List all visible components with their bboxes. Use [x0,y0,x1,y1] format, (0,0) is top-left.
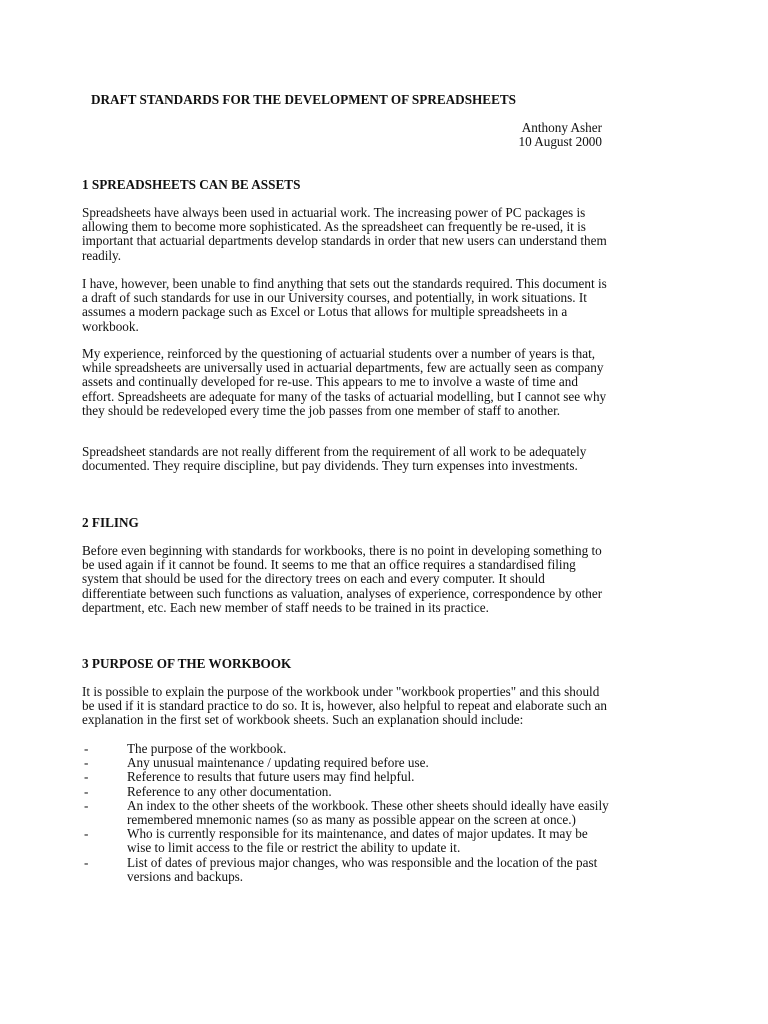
list-item-text: Reference to results that future users may find helpful. [127,769,415,785]
list-item [82,856,612,884]
list-item-text: Who is currently responsible for its maintenance, and dates of major updates. It may be wise to limit access to the file or restrict the ability to update it. [127,826,588,856]
list-item [82,756,612,770]
document-date: 10 August 2000 [518,134,602,150]
list-item-text: Any unusual maintenance / updating required before use. [127,755,429,771]
section-1-heading: 1 SPREADSHEETS CAN BE ASSETS [82,177,301,192]
list-marker: - [84,797,89,813]
list-item [82,799,612,827]
list-marker: - [84,854,89,870]
document-title: DRAFT STANDARDS FOR THE DEVELOPMENT OF SPREADSHEETS [91,92,517,107]
section-2-heading: 2 FILING [82,515,139,530]
list-marker: - [84,755,89,771]
section-1-paragraph-3: My experience, reinforced by the questioning of actuarial students over a number of years is that, while spreadsheets are universally used in actuarial departments, few are actually seen as company assets and continually developed for re-use. This appears to me to involve a waste of time and effort. Spreadsheets are adequate for many of the tasks of actuarial modelling, but I cannot see why they should be redeveloped every time the job passes from one member of staff to another. [82,346,607,418]
list-item [82,742,612,756]
list-item-text: An index to the other sheets of the workbook. These other sheets should ideally have easily remembered mnemonic names (so as many as possible appear on the screen at once.) [127,797,609,828]
list-marker: - [84,741,89,756]
list-item-text: List of dates of previous major changes, who was responsible and the location of the past versions and backups. [127,854,598,884]
section-1-paragraph-4: Spreadsheet standards are not really different from the requirement of all work to be adequately documented. They require discipline, but pay dividends. They turn expenses into investments. [82,444,587,474]
section-1-paragraph-1: Spreadsheets have always been used in actuarial work. The increasing power of PC packages is allowing them to become more sophisticated. As the spreadsheet can frequently be re-used, it is important that actuarial departments develop standards in order that new users can understand them readily. [82,205,607,263]
purpose-list [82,742,612,884]
list-item-text: Reference to any other documentation. [127,783,332,799]
list-item [82,785,612,799]
list-item [82,770,612,784]
list-marker: - [84,783,89,799]
list-marker: - [84,769,89,785]
list-item-text: The purpose of the workbook. [127,741,287,756]
section-1-paragraph-2: I have, however, been unable to find anything that sets out the standards required. This document is a draft of such standards for use in our University courses, and potentially, in work situations. It assumes a modern package such as Excel or Lotus that allows for multiple spreadsheets in a workbook. [82,276,607,334]
list-marker: - [84,826,89,842]
section-3-paragraph-1: It is possible to explain the purpose of the workbook under "workbook properties" and this should be used if it is standard practice to do so. It is, however, also helpful to repeat and elaborate such an explanation in the first set of workbook sheets. Such an explanation should include: [82,684,607,728]
section-2-paragraph-1: Before even beginning with standards for workbooks, there is no point in developing something to be used again if it cannot be found. It seems to me that an office requires a standardised filing system that should be used for the directory trees on each and every computer. It should differentiate between such functions as valuation, analyses of experience, correspondence by other department, etc. Each new member of staff needs to be trained in its practice. [82,543,603,615]
author-block [518,121,602,149]
section-3-heading: 3 PURPOSE OF THE WORKBOOK [82,656,292,671]
author-name: Anthony Asher [521,120,602,135]
list-item [82,827,612,855]
